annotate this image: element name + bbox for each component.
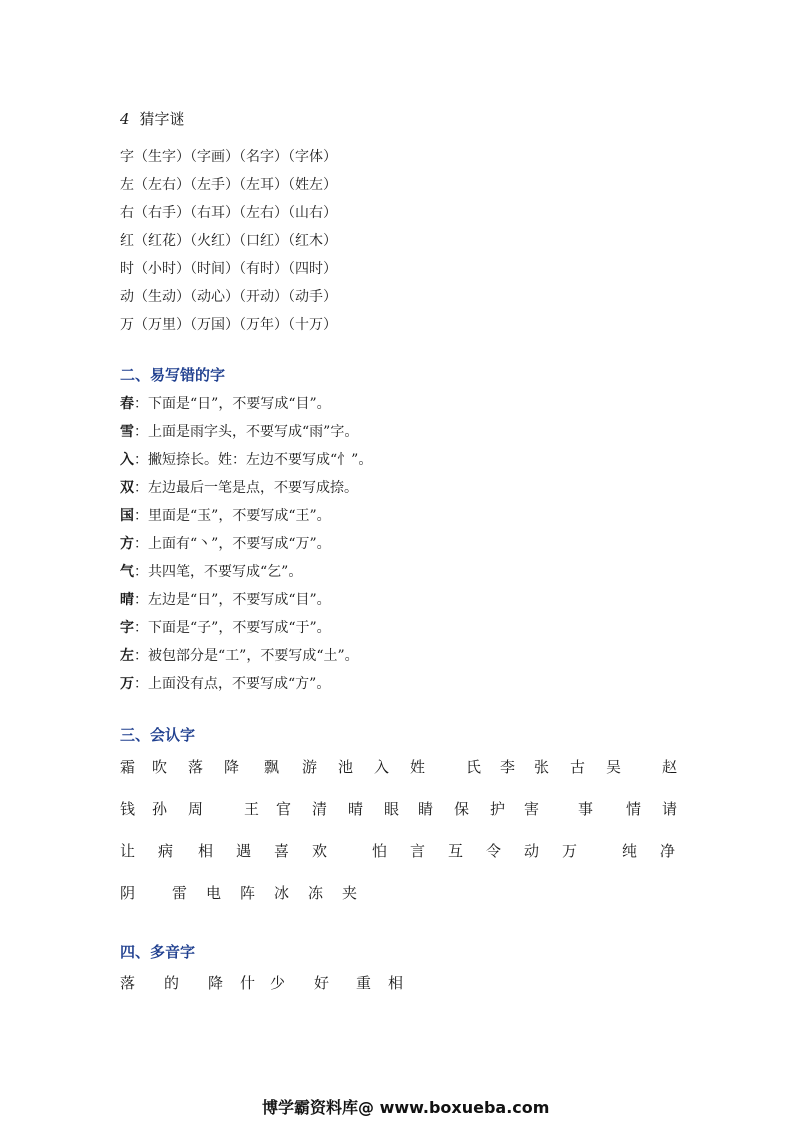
mistake-item bbox=[120, 423, 358, 441]
section1-number: 4 bbox=[120, 110, 130, 128]
recognition-char: 古 bbox=[570, 758, 586, 776]
recognition-char: 护 bbox=[490, 800, 506, 818]
polyphone-char: 少 bbox=[270, 974, 286, 992]
recognition-char: 情 bbox=[626, 800, 642, 818]
mistake-text: ：共四笔，不要写成“乞”。 bbox=[134, 564, 303, 580]
recognition-char: 欢 bbox=[312, 842, 328, 860]
recognition-char: 赵 bbox=[662, 758, 678, 776]
recognition-char: 游 bbox=[302, 758, 318, 776]
riddle-line: 动（生动）（动心）（开动）（动手） bbox=[120, 289, 337, 305]
recognition-char: 净 bbox=[660, 842, 676, 860]
mistake-item bbox=[120, 591, 331, 609]
mistake-char: 雪 bbox=[120, 424, 134, 440]
mistake-item bbox=[120, 535, 331, 553]
recognition-char: 害 bbox=[524, 800, 540, 818]
mistake-text: ：上面是雨字头，不要写成“雨”字。 bbox=[134, 424, 359, 440]
recognition-char: 孙 bbox=[152, 800, 168, 818]
recognition-char: 入 bbox=[374, 758, 390, 776]
recognition-char: 池 bbox=[338, 758, 354, 776]
riddle-line: 万（万里）（万国）（万年）（十万） bbox=[120, 317, 337, 333]
riddle-line: 红（红花）（火红）（口红）（红木） bbox=[120, 233, 337, 249]
mistake-char: 晴 bbox=[120, 592, 134, 608]
recognition-char: 飘 bbox=[264, 758, 280, 776]
section1-heading bbox=[120, 110, 185, 128]
recognition-char: 保 bbox=[454, 800, 470, 818]
recognition-char: 张 bbox=[534, 758, 550, 776]
mistake-char: 气 bbox=[120, 564, 134, 580]
mistake-item bbox=[120, 479, 358, 497]
riddle-line: 时（小时）（时间）（有时）（四时） bbox=[120, 261, 337, 277]
mistake-char: 方 bbox=[120, 536, 134, 552]
recognition-char: 让 bbox=[120, 842, 136, 860]
recognition-char: 怕 bbox=[372, 842, 388, 860]
recognition-char: 请 bbox=[662, 800, 678, 818]
mistake-text: ：左边是“日”，不要写成“目”。 bbox=[134, 592, 331, 608]
recognition-char: 动 bbox=[524, 842, 540, 860]
mistake-char: 春 bbox=[120, 396, 134, 412]
polyphone-char: 的 bbox=[164, 974, 180, 992]
recognition-char: 电 bbox=[206, 884, 222, 902]
recognition-char: 令 bbox=[486, 842, 502, 860]
recognition-char: 晴 bbox=[348, 800, 364, 818]
section4-title: 四、多音字 bbox=[120, 943, 196, 961]
polyphone-char: 好 bbox=[314, 974, 330, 992]
riddle-line: 左（左右）（左手）（左耳）（姓左） bbox=[120, 177, 337, 193]
mistake-text: ：上面没有点，不要写成“方”。 bbox=[134, 676, 331, 692]
mistake-char: 双 bbox=[120, 480, 134, 496]
recognition-char: 霜 bbox=[120, 758, 136, 776]
recognition-char: 喜 bbox=[274, 842, 290, 860]
mistake-text: ：里面是“玉”，不要写成“王”。 bbox=[134, 508, 331, 524]
mistake-text: ：下面是“子”，不要写成“于”。 bbox=[134, 620, 331, 636]
recognition-char: 阵 bbox=[240, 884, 256, 902]
mistake-item bbox=[120, 675, 330, 693]
polyphone-char: 什 bbox=[240, 974, 256, 992]
footer-watermark: 博学霸资料库@ www.boxueba.com bbox=[262, 1098, 550, 1117]
mistake-text: ：撇短捺长。姓：左边不要写成“忄”。 bbox=[134, 452, 373, 468]
recognition-char: 氏 bbox=[466, 758, 482, 776]
recognition-char: 清 bbox=[312, 800, 328, 818]
mistake-text: ：左边最后一笔是点，不要写成捺。 bbox=[134, 480, 358, 496]
mistake-text: ：上面有“丶”，不要写成“万”。 bbox=[134, 536, 331, 552]
riddle-line: 字（生字）（字画）（名字）（字体） bbox=[120, 149, 337, 165]
recognition-char: 遇 bbox=[236, 842, 252, 860]
mistake-item bbox=[120, 395, 331, 413]
mistake-text: ：被包部分是“工”，不要写成“土”。 bbox=[134, 648, 359, 664]
recognition-char: 李 bbox=[500, 758, 516, 776]
recognition-char: 眼 bbox=[384, 800, 400, 818]
recognition-char: 相 bbox=[198, 842, 214, 860]
recognition-char: 言 bbox=[410, 842, 426, 860]
mistake-item bbox=[120, 507, 331, 525]
recognition-char: 万 bbox=[562, 842, 578, 860]
recognition-char: 姓 bbox=[410, 758, 426, 776]
recognition-char: 互 bbox=[448, 842, 464, 860]
section2-title: 二、易写错的字 bbox=[120, 366, 226, 384]
mistake-item bbox=[120, 619, 331, 637]
recognition-char: 睛 bbox=[418, 800, 434, 818]
recognition-char: 病 bbox=[158, 842, 174, 860]
recognition-char: 落 bbox=[188, 758, 204, 776]
recognition-char: 雷 bbox=[172, 884, 188, 902]
recognition-char: 降 bbox=[224, 758, 240, 776]
mistake-item bbox=[120, 451, 372, 469]
recognition-char: 事 bbox=[578, 800, 594, 818]
mistake-char: 字 bbox=[120, 620, 134, 636]
mistake-char: 左 bbox=[120, 648, 134, 664]
polyphone-char: 重 bbox=[356, 974, 372, 992]
mistake-char: 万 bbox=[120, 676, 134, 692]
riddle-line: 右（右手）（右耳）（左右）（山右） bbox=[120, 205, 337, 221]
recognition-char: 冰 bbox=[274, 884, 290, 902]
recognition-char: 夹 bbox=[342, 884, 358, 902]
mistake-char: 入 bbox=[120, 452, 134, 468]
recognition-char: 吹 bbox=[152, 758, 168, 776]
polyphone-char: 相 bbox=[388, 974, 404, 992]
recognition-char: 纯 bbox=[622, 842, 638, 860]
recognition-char: 王 bbox=[244, 800, 260, 818]
section1-title: 猜字谜 bbox=[139, 110, 185, 128]
recognition-char: 吴 bbox=[606, 758, 622, 776]
section3-title: 三、会认字 bbox=[120, 726, 196, 744]
mistake-item bbox=[120, 563, 302, 581]
polyphone-char: 落 bbox=[120, 974, 136, 992]
recognition-char: 钱 bbox=[120, 800, 136, 818]
polyphone-char: 降 bbox=[208, 974, 224, 992]
mistake-text: ：下面是“日”，不要写成“目”。 bbox=[134, 396, 331, 412]
recognition-char: 阴 bbox=[120, 884, 136, 902]
recognition-char: 冻 bbox=[308, 884, 324, 902]
mistake-char: 国 bbox=[120, 508, 134, 524]
recognition-char: 周 bbox=[188, 800, 204, 818]
recognition-char: 官 bbox=[276, 800, 292, 818]
mistake-item bbox=[120, 647, 359, 665]
